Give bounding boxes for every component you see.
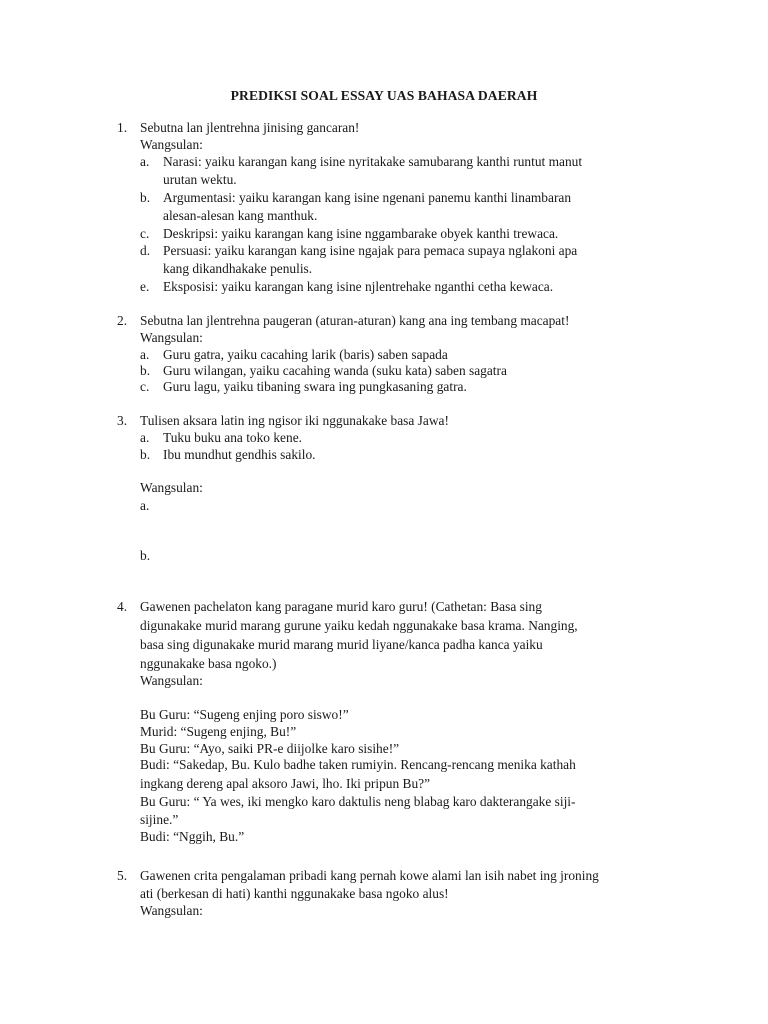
answer-item-text: Eksposisi: yaiku karangan kang isine njlentrehake nganthi cetha kewaca. bbox=[163, 279, 554, 294]
answer-item-text: Argumentasi: yaiku karangan kang isine ngenani panemu kanthi linambaran bbox=[163, 190, 572, 205]
dialog-line: Bu Guru: “Ayo, saiki PR-e diijolke karo sisihe!” bbox=[140, 741, 400, 756]
answer-item-letter: c. bbox=[140, 379, 150, 394]
answer-item-letter: b. bbox=[140, 190, 151, 205]
dialog-line: Budi: “Sakedap, Bu. Kulo badhe taken rumiyin. Rencang-rencang menika kathah bbox=[140, 757, 576, 772]
answer-item-letter: c. bbox=[140, 226, 150, 241]
dialog-line: sijine.” bbox=[140, 812, 179, 827]
question-number: 5. bbox=[117, 868, 128, 883]
question-text: Tulisen aksara latin ing ngisor iki nggunakake basa Jawa! bbox=[140, 413, 449, 428]
question-text: nggunakake basa ngoko.) bbox=[140, 656, 277, 671]
answer-item-text: urutan wektu. bbox=[163, 172, 237, 187]
answer-item-text: kang dikandhakake penulis. bbox=[163, 261, 313, 276]
question-text: Gawenen crita pengalaman pribadi kang pernah kowe alami lan isih nabet ing jroning bbox=[140, 868, 599, 883]
dialog-line: Bu Guru: “Sugeng enjing poro siswo!” bbox=[140, 707, 349, 722]
dialog-line: Murid: “Sugeng enjing, Bu!” bbox=[140, 724, 297, 739]
answer-blank-b: b. bbox=[140, 548, 151, 563]
question-text: digunakake murid marang gurune yaiku kedah nggunakake basa krama. Nanging, bbox=[140, 618, 578, 633]
document-title: PREDIKSI SOAL ESSAY UAS BAHASA DAERAH bbox=[230, 88, 538, 103]
question-number: 1. bbox=[117, 120, 128, 135]
answer-blank-a: a. bbox=[140, 498, 150, 513]
answer-item-text: Persuasi: yaiku karangan kang isine ngajak para pemaca supaya nglakoni apa bbox=[163, 243, 578, 258]
question-item-letter: a. bbox=[140, 430, 150, 445]
answer-item-text: Guru wilangan, yaiku cacahing wanda (suku kata) saben sagatra bbox=[163, 363, 507, 378]
question-item-text: Ibu mundhut gendhis sakilo. bbox=[163, 447, 316, 462]
answer-item-text: Deskripsi: yaiku karangan kang isine nggambarake obyek kanthi trewaca. bbox=[163, 226, 559, 241]
answer-label: Wangsulan: bbox=[140, 330, 203, 345]
answer-label: Wangsulan: bbox=[140, 903, 203, 918]
answer-item-letter: a. bbox=[140, 347, 150, 362]
question-text: Gawenen pachelaton kang paragane murid karo guru! (Cathetan: Basa sing bbox=[140, 599, 542, 614]
question-item-letter: b. bbox=[140, 447, 151, 462]
answer-item-text: Guru lagu, yaiku tibaning swara ing pungkasaning gatra. bbox=[163, 379, 467, 394]
answer-item-letter: a. bbox=[140, 154, 150, 169]
answer-label: Wangsulan: bbox=[140, 137, 203, 152]
question-number: 4. bbox=[117, 599, 128, 614]
answer-label: Wangsulan: bbox=[140, 673, 203, 688]
question-text: Sebutna lan jlentrehna paugeran (aturan-aturan) kang ana ing tembang macapat! bbox=[140, 313, 570, 328]
answer-label: Wangsulan: bbox=[140, 480, 203, 495]
question-text: basa sing digunakake murid marang murid liyane/kanca padha kanca yaiku bbox=[140, 637, 543, 652]
question-item-text: Tuku buku ana toko kene. bbox=[163, 430, 302, 445]
answer-item-letter: e. bbox=[140, 279, 150, 294]
answer-item-letter: b. bbox=[140, 363, 151, 378]
dialog-line: Budi: “Nggih, Bu.” bbox=[140, 829, 245, 844]
question-text: Sebutna lan jlentrehna jinising gancaran! bbox=[140, 120, 360, 135]
dialog-line: Bu Guru: “ Ya wes, iki mengko karo daktulis neng blabag karo dakterangake siji- bbox=[140, 794, 576, 809]
question-number: 3. bbox=[117, 413, 128, 428]
answer-item-letter: d. bbox=[140, 243, 151, 258]
answer-item-text: Guru gatra, yaiku cacahing larik (baris) saben sapada bbox=[163, 347, 448, 362]
dialog-line: ingkang dereng apal aksoro Jawi, lho. Iki pripun Bu?” bbox=[140, 776, 431, 791]
question-number: 2. bbox=[117, 313, 128, 328]
answer-item-text: alesan-alesan kang manthuk. bbox=[163, 208, 318, 223]
question-text: ati (berkesan di hati) kanthi nggunakake basa ngoko alus! bbox=[140, 886, 449, 901]
answer-item-text: Narasi: yaiku karangan kang isine nyritakake samubarang kanthi runtut manut bbox=[163, 154, 583, 169]
